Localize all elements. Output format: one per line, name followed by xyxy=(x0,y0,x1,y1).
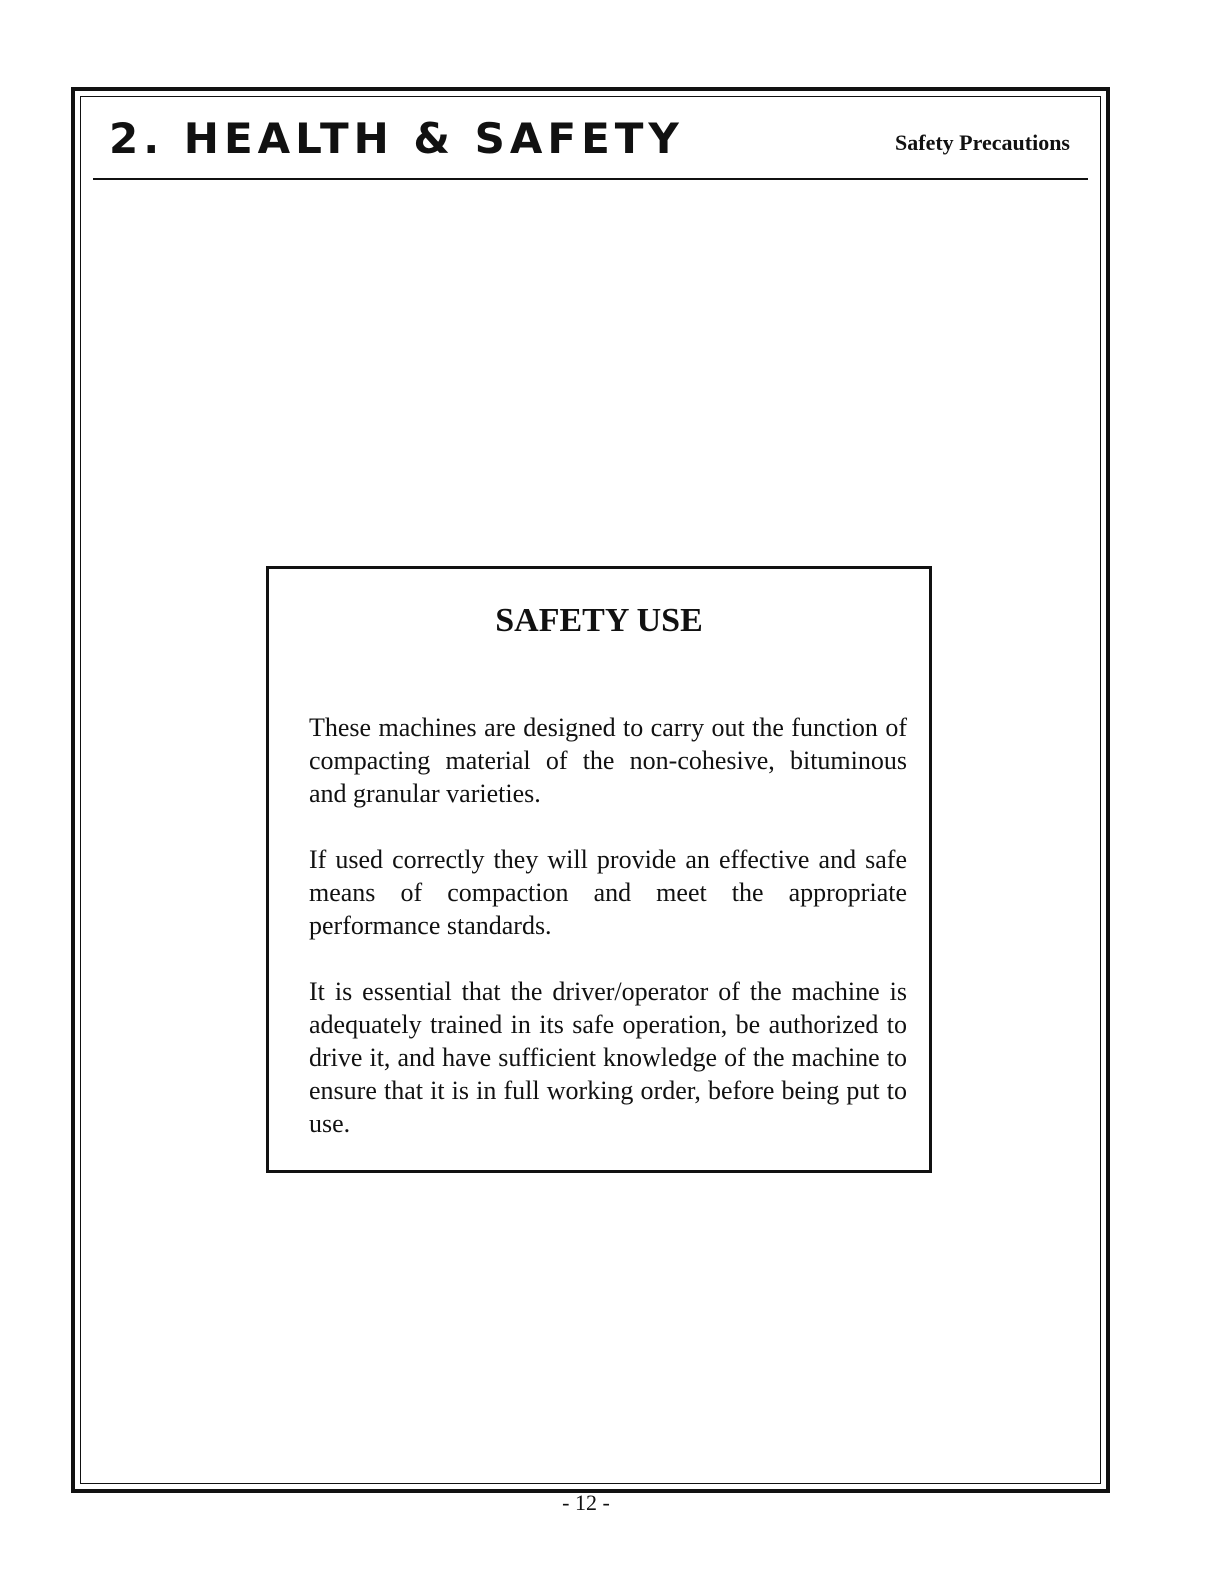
notice-title: SAFETY USE xyxy=(495,602,703,639)
notice-paragraph-operator-training: It is essential that the driver/operator of the machine is adequately trained in its safe operation, be authorized to drive it, and have sufficient knowledge of the machine to ensure that it is in full working order, before being put to use. xyxy=(309,977,907,1138)
notice-paragraph-intended-use: These machines are designed to carry out the function of compacting material of the non-cohesive, bituminous and granular varieties. xyxy=(309,713,907,808)
notice-paragraph-correct-use: If used correctly they will provide an effective and safe means of compaction and meet the appropriate performance standards. xyxy=(309,845,907,940)
section-label: Safety Precautions xyxy=(895,130,1070,155)
chapter-title: 2. HEALTH & SAFETY xyxy=(109,114,684,163)
safety-use-notice-box xyxy=(266,566,932,1173)
header-divider xyxy=(93,178,1088,180)
notice-body xyxy=(309,711,907,1140)
page-number: - 12 - xyxy=(562,1490,610,1515)
